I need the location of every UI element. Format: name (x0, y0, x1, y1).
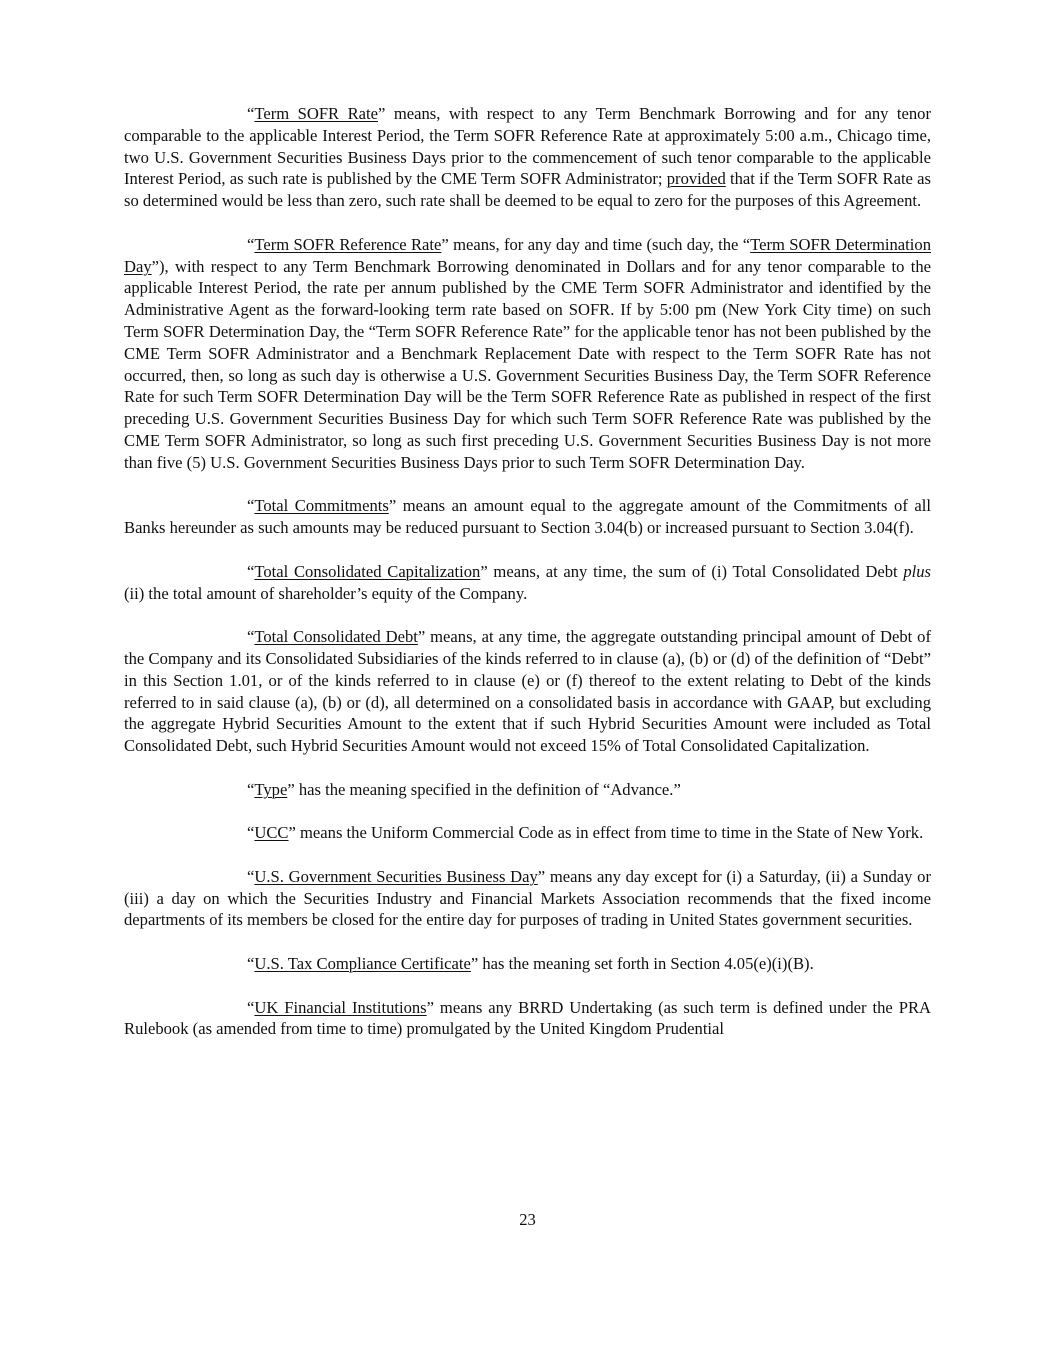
defined-term: Type (254, 779, 288, 799)
italic-word: plus (903, 561, 931, 581)
definition-term-sofr-reference-rate: “Term SOFR Reference Rate” means, for any day and time (such day, the “Term SOFR Determination Day”), with respect to any Term Benchmark Borrowing denominated in Dollars and for any tenor comparable to the applicable Interest Period, the rate per annum published by the CME Term SOFR Administrator and identified by the Administrative Agent as the forward-looking term rate based on SOFR. If by 5:00 pm (New York City time) on such Term SOFR Determination Day, the “Term SOFR Reference Rate” for the applicable tenor has not been published by the CME Term SOFR Administrator and a Benchmark Replacement Date with respect to the Term SOFR Rate has not occurred, then, so long as such day is otherwise a U.S. Government Securities Business Day, the Term SOFR Reference Rate for such Term SOFR Determination Day will be the Term SOFR Reference Rate as published in respect of the first preceding U.S. Government Securities Business Day for which such Term SOFR Reference Rate was published by the CME Term SOFR Administrator, so long as such first preceding U.S. Government Securities Business Day is not more than five (5) U.S. Government Securities Business Days prior to such Term SOFR Determination Day. (124, 234, 931, 472)
defined-term: U.S. Government Securities Business Day (254, 866, 538, 886)
defined-term: Total Consolidated Capitalization (254, 561, 481, 581)
definition-total-consolidated-capitalization: “Total Consolidated Capitalization” means, at any time, the sum of (i) Total Consolidated Debt plus (ii) the total amount of shareholder’s equity of the Company. (124, 561, 931, 603)
defined-subterm: Term SOFR Determination Day (124, 234, 931, 276)
definition-total-consolidated-debt: “Total Consolidated Debt” means, at any time, the aggregate outstanding principal amount of Debt of the Company and its Consolidated Subsidiaries of the kinds referred to in clause (a), (b) or (d) of the definition of “Debt” in this Section 1.01, or of the kinds referred to in clause (e) or (f) thereof to the extent relating to Debt of the kinds referred to in said clause (a), (b) or (d), all determined on a consolidated basis in accordance with GAAP, but excluding the aggregate Hybrid Securities Amount to the extent that if such Hybrid Securities Amount were included as Total Consolidated Debt, such Hybrid Securities Amount would not exceed 15% of Total Consolidated Capitalization. (124, 627, 932, 756)
definition-us-tax-compliance-certificate: “U.S. Tax Compliance Certificate” has the meaning set forth in Section 4.05(e)(i)(B). (247, 954, 814, 974)
definition-us-government-securities-business-day: “U.S. Government Securities Business Day” means any day except for (i) a Saturday, (ii) a Sunday or (iii) a day on which the Securities Industry and Financial Markets Association recommends that the fixed income departments of its members be closed for the entire day for purposes of trading in United States government securities. (124, 866, 931, 930)
document-page (124, 103, 931, 1040)
proviso-word: provided (666, 169, 726, 189)
definition-type: “Type” has the meaning specified in the definition of “Advance.” (247, 779, 681, 799)
defined-term: UK Financial Institutions (254, 997, 427, 1017)
defined-term: U.S. Tax Compliance Certificate (254, 954, 471, 974)
defined-term: Total Consolidated Debt (254, 627, 418, 647)
definition-ucc: “UCC” means the Uniform Commercial Code as in effect from time to time in the State of New York. (247, 823, 924, 843)
definition-total-commitments: “Total Commitments” means an amount equal to the aggregate amount of the Commitments of all Banks hereunder as such amounts may be reduced pursuant to Section 3.04(b) or increased pursuant to Section 3.04(f). (124, 496, 931, 538)
definition-uk-financial-institutions: “UK Financial Institutions” means any BRRD Undertaking (as such term is defined under the PRA Rulebook (as amended from time to time) promulgated by the United Kingdom Prudential (124, 997, 931, 1039)
definition-term-sofr-rate: “Term SOFR Rate” means, with respect to any Term Benchmark Borrowing and for any tenor comparable to the applicable Interest Period, the Term SOFR Reference Rate at approximately 5:00 a.m., Chicago time, two U.S. Government Securities Business Days prior to the commencement of such tenor comparable to the applicable Interest Period, as such rate is published by the CME Term SOFR Administrator; provided that if the Term SOFR Rate as so determined would be less than zero, such rate shall be deemed to be equal to zero for the purposes of this Agreement. (124, 104, 932, 211)
defined-term: Term SOFR Reference Rate (254, 234, 442, 254)
defined-term: Term SOFR Rate (254, 104, 378, 123)
page-number: 23 (519, 1210, 536, 1229)
defined-term: Total Commitments (254, 496, 389, 516)
defined-term: UCC (254, 823, 289, 843)
